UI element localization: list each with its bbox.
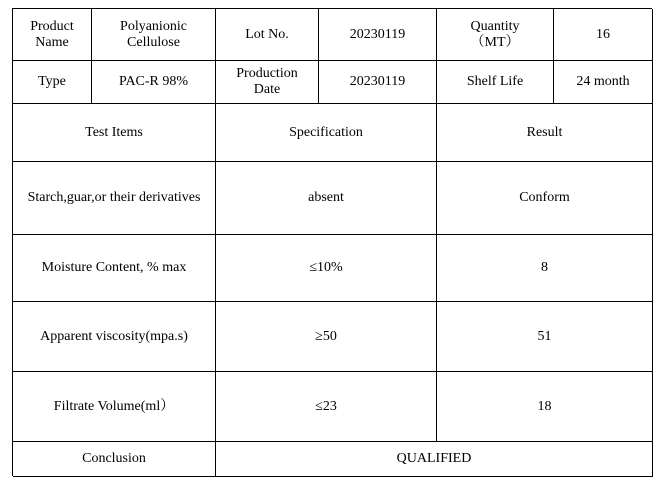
shelf-life-value: 24 month [554,61,653,104]
result-cell: Conform [437,162,653,235]
type-value: PAC-R 98% [92,61,216,104]
result-cell: 8 [437,235,653,302]
conclusion-label: Conclusion [13,442,216,477]
test-item-cell: Apparent viscosity(mpa.s) [13,302,216,372]
specification-cell: ≤23 [216,372,437,442]
lot-number-label: Lot No. [216,9,319,61]
test-item-cell: Starch,guar,or their derivatives [13,162,216,235]
shelf-life-label: Shelf Life [437,61,554,104]
product-name-label: Product Name [13,9,92,61]
quantity-label: Quantity （MT） [437,9,554,61]
specification-cell: ≥50 [216,302,437,372]
production-date-label: Production Date [216,61,319,104]
production-date-value: 20230119 [319,61,437,104]
test-item-cell: Filtrate Volume(ml） [13,372,216,442]
result-cell: 18 [437,372,653,442]
specification-cell: absent [216,162,437,235]
result-cell: 51 [437,302,653,372]
column-header-specification: Specification [216,104,437,162]
column-header-test-items: Test Items [13,104,216,162]
conclusion-value: QUALIFIED [216,442,653,477]
lot-number-value: 20230119 [319,9,437,61]
quantity-value: 16 [554,9,653,61]
test-item-cell: Moisture Content, % max [13,235,216,302]
product-name-value: Polyanionic Cellulose [92,9,216,61]
specification-cell: ≤10% [216,235,437,302]
type-label: Type [13,61,92,104]
certificate-table [12,8,652,476]
column-header-result: Result [437,104,653,162]
